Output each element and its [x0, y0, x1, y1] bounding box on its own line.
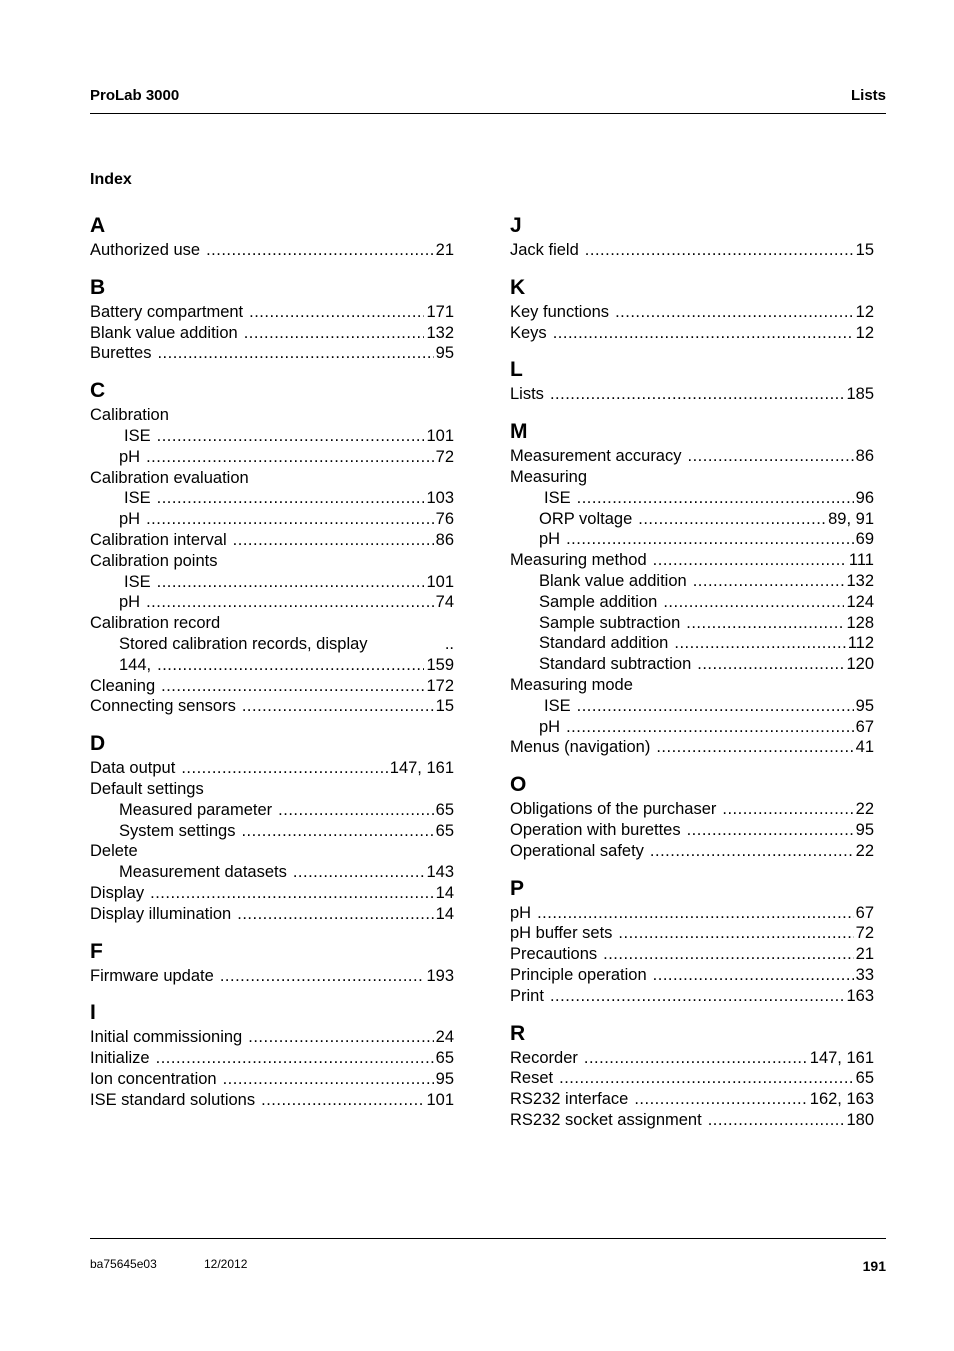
entry-page-ref: 132 — [426, 323, 454, 342]
entry-page-ref: 74 — [435, 593, 454, 612]
entry-page-ref: 41 — [855, 738, 874, 757]
dot-leader — [566, 717, 854, 738]
index-entry — [510, 240, 874, 261]
entry-term: Print — [510, 986, 544, 1005]
index-entry — [510, 488, 874, 509]
dot-leader — [577, 696, 854, 717]
entry-page-ref: 124 — [846, 592, 874, 611]
dot-leader — [156, 1048, 434, 1069]
entry-term: Burettes — [90, 344, 152, 363]
entry-page-ref: 101 — [426, 426, 454, 445]
entry-page-ref: 101 — [426, 1090, 454, 1109]
entry-term: Standard addition — [539, 634, 669, 653]
entry-page-ref: .. — [444, 634, 454, 653]
section-letter: M — [510, 420, 528, 444]
entry-page-ref: 112 — [847, 634, 874, 653]
entry-page-ref: 86 — [435, 530, 454, 549]
entry-term: Measuring — [510, 467, 588, 486]
index-entry — [90, 240, 454, 261]
index-entry — [90, 1069, 454, 1090]
dot-leader — [241, 821, 433, 842]
dot-leader — [688, 446, 854, 467]
dot-leader — [248, 1027, 433, 1048]
index-entry — [510, 467, 874, 488]
entry-page-ref: 21 — [855, 945, 874, 964]
dot-leader — [261, 1090, 424, 1111]
index-entry — [90, 509, 454, 530]
entry-term: Sample addition — [539, 592, 658, 611]
entry-page-ref: 15 — [435, 697, 454, 716]
entry-page-ref: 95 — [435, 344, 454, 363]
entry-page-ref: 171 — [426, 302, 454, 321]
entry-term: pH — [119, 510, 141, 529]
entry-page-ref: 14 — [435, 904, 454, 923]
entry-term: Battery compartment — [90, 302, 244, 321]
dot-leader — [293, 862, 425, 883]
index-entry — [90, 904, 454, 925]
index-entry — [510, 550, 874, 571]
index-entry — [510, 1068, 874, 1089]
index-entry — [90, 405, 454, 426]
entry-term: Calibration record — [90, 614, 221, 633]
entry-page-ref: 95 — [855, 820, 874, 839]
index-entry — [90, 779, 454, 800]
entry-term: ISE — [124, 426, 151, 445]
dot-leader — [181, 758, 387, 779]
entry-term: Blank value addition — [539, 571, 687, 590]
index-entry — [90, 447, 454, 468]
entry-term: ORP voltage — [539, 509, 633, 528]
section-letter: L — [510, 358, 523, 382]
entry-term: Display — [90, 883, 145, 902]
entry-term: Cleaning — [90, 676, 156, 695]
section-letter: B — [90, 275, 106, 299]
index-section — [510, 771, 874, 861]
index-entry — [510, 737, 874, 758]
dot-leader — [693, 571, 845, 592]
entry-term: Recorder — [510, 1048, 578, 1067]
entry-term: Principle operation — [510, 965, 647, 984]
entry-term: pH — [539, 530, 561, 549]
index-entry — [510, 302, 874, 323]
index-entry — [90, 655, 454, 676]
section-letter: C — [90, 379, 106, 403]
entry-term: RS232 interface — [510, 1090, 629, 1109]
entry-page-ref: 14 — [435, 883, 454, 902]
entry-term: ISE — [544, 488, 571, 507]
dot-leader — [206, 240, 434, 261]
entry-page-ref: 15 — [855, 241, 874, 259]
dot-leader — [550, 384, 845, 405]
entry-term: Stored calibration records, display — [119, 634, 368, 653]
entry-page-ref: 22 — [855, 800, 874, 819]
index-entry — [510, 717, 874, 738]
entry-term: Precautions — [510, 945, 598, 964]
index-entry — [510, 613, 874, 634]
dot-leader — [577, 488, 854, 509]
dot-leader — [157, 488, 425, 509]
index-entry — [90, 758, 454, 779]
entry-term: ISE standard solutions — [90, 1090, 256, 1109]
index-entry — [510, 1110, 874, 1131]
dot-leader — [674, 633, 845, 654]
entry-term: Connecting sensors — [90, 697, 236, 716]
entry-page-ref: 143 — [426, 863, 454, 882]
dot-leader — [566, 529, 854, 550]
entry-term: Measurement accuracy — [510, 447, 682, 466]
index-entry — [510, 654, 874, 675]
index-column-right — [510, 212, 874, 1144]
index-entry — [510, 446, 874, 467]
entry-term: Calibration points — [90, 551, 218, 570]
index-entry — [90, 613, 454, 634]
dot-leader — [249, 302, 424, 323]
entry-term: pH — [539, 717, 561, 736]
dot-leader — [656, 737, 853, 758]
entry-page-ref: 185 — [846, 385, 874, 404]
index-entry — [90, 572, 454, 593]
section-letter: J — [510, 214, 522, 237]
entry-page-ref: 95 — [855, 696, 874, 715]
section-letter: R — [510, 1021, 526, 1045]
dot-leader — [223, 1069, 434, 1090]
index-section — [510, 356, 874, 405]
index-entry — [90, 426, 454, 447]
entry-term: Measured parameter — [119, 800, 273, 819]
index-entry — [510, 323, 874, 344]
index-entry — [510, 820, 874, 841]
index-entry — [90, 551, 454, 572]
entry-page-ref: 193 — [426, 966, 454, 985]
index-entry — [90, 592, 454, 613]
entry-term: 144, — [119, 655, 152, 674]
entry-term: Initial commissioning — [90, 1028, 243, 1047]
entry-page-ref: 67 — [855, 717, 874, 736]
entry-term: Sample subtraction — [539, 613, 681, 632]
index-entry — [510, 841, 874, 862]
entry-page-ref: 159 — [426, 655, 454, 674]
entry-term: Lists — [510, 385, 544, 404]
entry-term: Default settings — [90, 779, 204, 798]
index-entry — [510, 509, 874, 530]
entry-page-ref: 163 — [846, 986, 874, 1005]
dot-leader — [233, 530, 434, 551]
index-entry — [90, 1048, 454, 1069]
entry-term: Menus (navigation) — [510, 738, 651, 757]
entry-page-ref: 96 — [855, 488, 874, 507]
entry-page-ref: 147, 161 — [809, 1048, 874, 1067]
index-entry — [510, 799, 874, 820]
entry-term: Key functions — [510, 302, 610, 321]
running-header-section: Lists — [850, 87, 886, 104]
entry-term: pH — [119, 593, 141, 612]
section-letter: O — [510, 773, 527, 797]
dot-leader — [157, 572, 425, 593]
index-entry — [510, 923, 874, 944]
header-rule — [90, 113, 886, 114]
dot-leader — [150, 883, 434, 904]
entry-page-ref: 95 — [435, 1069, 454, 1088]
index-entry — [510, 944, 874, 965]
dot-leader — [585, 240, 854, 261]
entry-page-ref: 65 — [435, 1049, 454, 1068]
dot-leader — [650, 841, 854, 862]
index-section — [510, 875, 874, 1007]
section-letter: K — [510, 275, 526, 299]
entry-page-ref: 89, 91 — [828, 509, 874, 528]
entry-page-ref: 33 — [855, 965, 874, 984]
dot-leader — [618, 923, 853, 944]
entry-page-ref: 128 — [846, 613, 874, 632]
dot-leader — [697, 654, 844, 675]
footer-page-number: 191 — [862, 1258, 886, 1274]
entry-term: Standard subtraction — [539, 655, 692, 674]
section-letter: I — [90, 1001, 96, 1025]
index-section — [510, 212, 874, 261]
footer-date: 12/2012 — [204, 1257, 248, 1271]
entry-term: RS232 socket assignment — [510, 1110, 702, 1129]
index-section — [90, 999, 454, 1110]
dot-leader — [687, 820, 854, 841]
index-entry — [510, 633, 874, 654]
entry-term: Keys — [510, 323, 547, 342]
index-entry — [90, 883, 454, 904]
entry-term: pH — [510, 903, 532, 922]
entry-page-ref: 12 — [855, 302, 874, 321]
entry-page-ref: 120 — [846, 655, 874, 674]
entry-page-ref: 21 — [435, 241, 454, 259]
index-entry — [510, 986, 874, 1007]
dot-leader — [220, 966, 425, 987]
entry-page-ref: 162, 163 — [809, 1090, 874, 1109]
dot-leader — [537, 903, 854, 924]
entry-page-ref: 22 — [855, 841, 874, 860]
index-entry — [90, 676, 454, 697]
entry-term: Operational safety — [510, 841, 644, 860]
index-entry — [90, 488, 454, 509]
dot-leader — [653, 550, 847, 571]
entry-term: Blank value addition — [90, 323, 238, 342]
entry-term: System settings — [119, 821, 236, 840]
entry-page-ref: 111 — [848, 551, 874, 570]
dot-leader — [242, 696, 434, 717]
entry-term: pH buffer sets — [510, 924, 613, 943]
entry-term: Data output — [90, 759, 176, 778]
dot-leader — [157, 426, 425, 447]
index-entry — [90, 468, 454, 489]
entry-term: Measurement datasets — [119, 863, 287, 882]
index-entry — [510, 1048, 874, 1069]
entry-term: Display illumination — [90, 904, 232, 923]
entry-term: Ion concentration — [90, 1069, 217, 1088]
index-entry — [510, 1089, 874, 1110]
index-entry — [90, 530, 454, 551]
entry-term: Measuring method — [510, 551, 647, 570]
entry-term: Authorized use — [90, 241, 201, 259]
entry-page-ref: 72 — [435, 447, 454, 466]
index-section — [90, 274, 454, 364]
index-entry — [90, 323, 454, 344]
entry-term: Jack field — [510, 241, 579, 259]
index-entry — [510, 965, 874, 986]
entry-term: Delete — [90, 842, 138, 861]
index-entry — [90, 1027, 454, 1048]
index-entry — [510, 529, 874, 550]
entry-term: Calibration — [90, 406, 169, 425]
entry-page-ref: 132 — [846, 571, 874, 590]
entry-term: ISE — [124, 489, 151, 508]
entry-page-ref: 147, 161 — [389, 759, 454, 778]
entry-page-ref: 24 — [435, 1028, 454, 1047]
dot-leader — [550, 986, 845, 1007]
entry-term: Reset — [510, 1069, 554, 1088]
entry-page-ref: 172 — [426, 676, 454, 695]
index-title: Index — [90, 171, 132, 188]
entry-term: Calibration evaluation — [90, 468, 249, 487]
running-header-title: ProLab 3000 — [90, 87, 180, 104]
index-section — [90, 730, 454, 924]
dot-leader — [278, 800, 433, 821]
dot-leader — [559, 1068, 854, 1089]
entry-page-ref: 69 — [855, 530, 874, 549]
index-entry — [90, 634, 454, 655]
index-section — [510, 418, 874, 758]
entry-term: pH — [119, 447, 141, 466]
dot-leader — [603, 944, 854, 965]
index-entry — [90, 800, 454, 821]
dot-leader — [553, 323, 854, 344]
entry-page-ref: 12 — [855, 323, 874, 342]
index-entry — [510, 903, 874, 924]
index-section — [510, 274, 874, 344]
dot-leader — [638, 509, 826, 530]
dot-leader — [584, 1048, 808, 1069]
entry-page-ref: 76 — [435, 510, 454, 529]
entry-term: Firmware update — [90, 966, 214, 985]
footer-doc-id: ba75645e03 — [90, 1257, 157, 1271]
index-entry — [90, 966, 454, 987]
index-entry — [90, 821, 454, 842]
index-entry — [90, 841, 454, 862]
dot-leader — [146, 592, 434, 613]
entry-page-ref: 65 — [435, 800, 454, 819]
dot-leader — [653, 965, 854, 986]
entry-page-ref: 86 — [855, 447, 874, 466]
index-section — [510, 1020, 874, 1131]
index-entry — [510, 696, 874, 717]
index-entry — [90, 1090, 454, 1111]
dot-leader — [634, 1089, 807, 1110]
index-section — [90, 377, 454, 717]
index-entry — [90, 862, 454, 883]
dot-leader — [161, 676, 424, 697]
entry-term: Obligations of the purchaser — [510, 800, 717, 819]
entry-term: Calibration interval — [90, 530, 227, 549]
dot-leader — [146, 447, 434, 468]
entry-term: Operation with burettes — [510, 820, 681, 839]
dot-leader — [615, 302, 854, 323]
entry-page-ref: 65 — [435, 821, 454, 840]
entry-page-ref: 65 — [855, 1069, 874, 1088]
entry-page-ref: 101 — [426, 572, 454, 591]
dot-leader — [146, 509, 434, 530]
section-letter: P — [510, 876, 525, 900]
index-entry — [510, 592, 874, 613]
entry-page-ref: 103 — [426, 489, 454, 508]
dot-leader — [686, 613, 844, 634]
entry-term: ISE — [544, 696, 571, 715]
entry-page-ref: 67 — [855, 903, 874, 922]
section-letter: D — [90, 732, 106, 756]
index-entry — [510, 384, 874, 405]
index-entry — [90, 343, 454, 364]
index-section — [90, 212, 454, 261]
index-entry — [510, 571, 874, 592]
section-letter: F — [90, 939, 103, 963]
dot-leader — [708, 1110, 845, 1131]
dot-leader — [157, 343, 433, 364]
entry-page-ref: 180 — [846, 1110, 874, 1129]
dot-leader — [157, 655, 424, 676]
dot-leader — [244, 323, 425, 344]
index-entry — [510, 675, 874, 696]
index-entry — [90, 696, 454, 717]
dot-leader — [663, 592, 844, 613]
index-entry — [90, 302, 454, 323]
dot-leader — [237, 904, 433, 925]
index-column-left — [90, 212, 454, 1124]
footer-rule — [90, 1238, 886, 1239]
dot-leader — [722, 799, 853, 820]
entry-term: ISE — [124, 572, 151, 591]
index-section — [90, 938, 454, 987]
section-letter: A — [90, 214, 106, 237]
entry-term: Measuring mode — [510, 675, 633, 694]
entry-page-ref: 72 — [855, 924, 874, 943]
entry-term: Initialize — [90, 1049, 150, 1068]
